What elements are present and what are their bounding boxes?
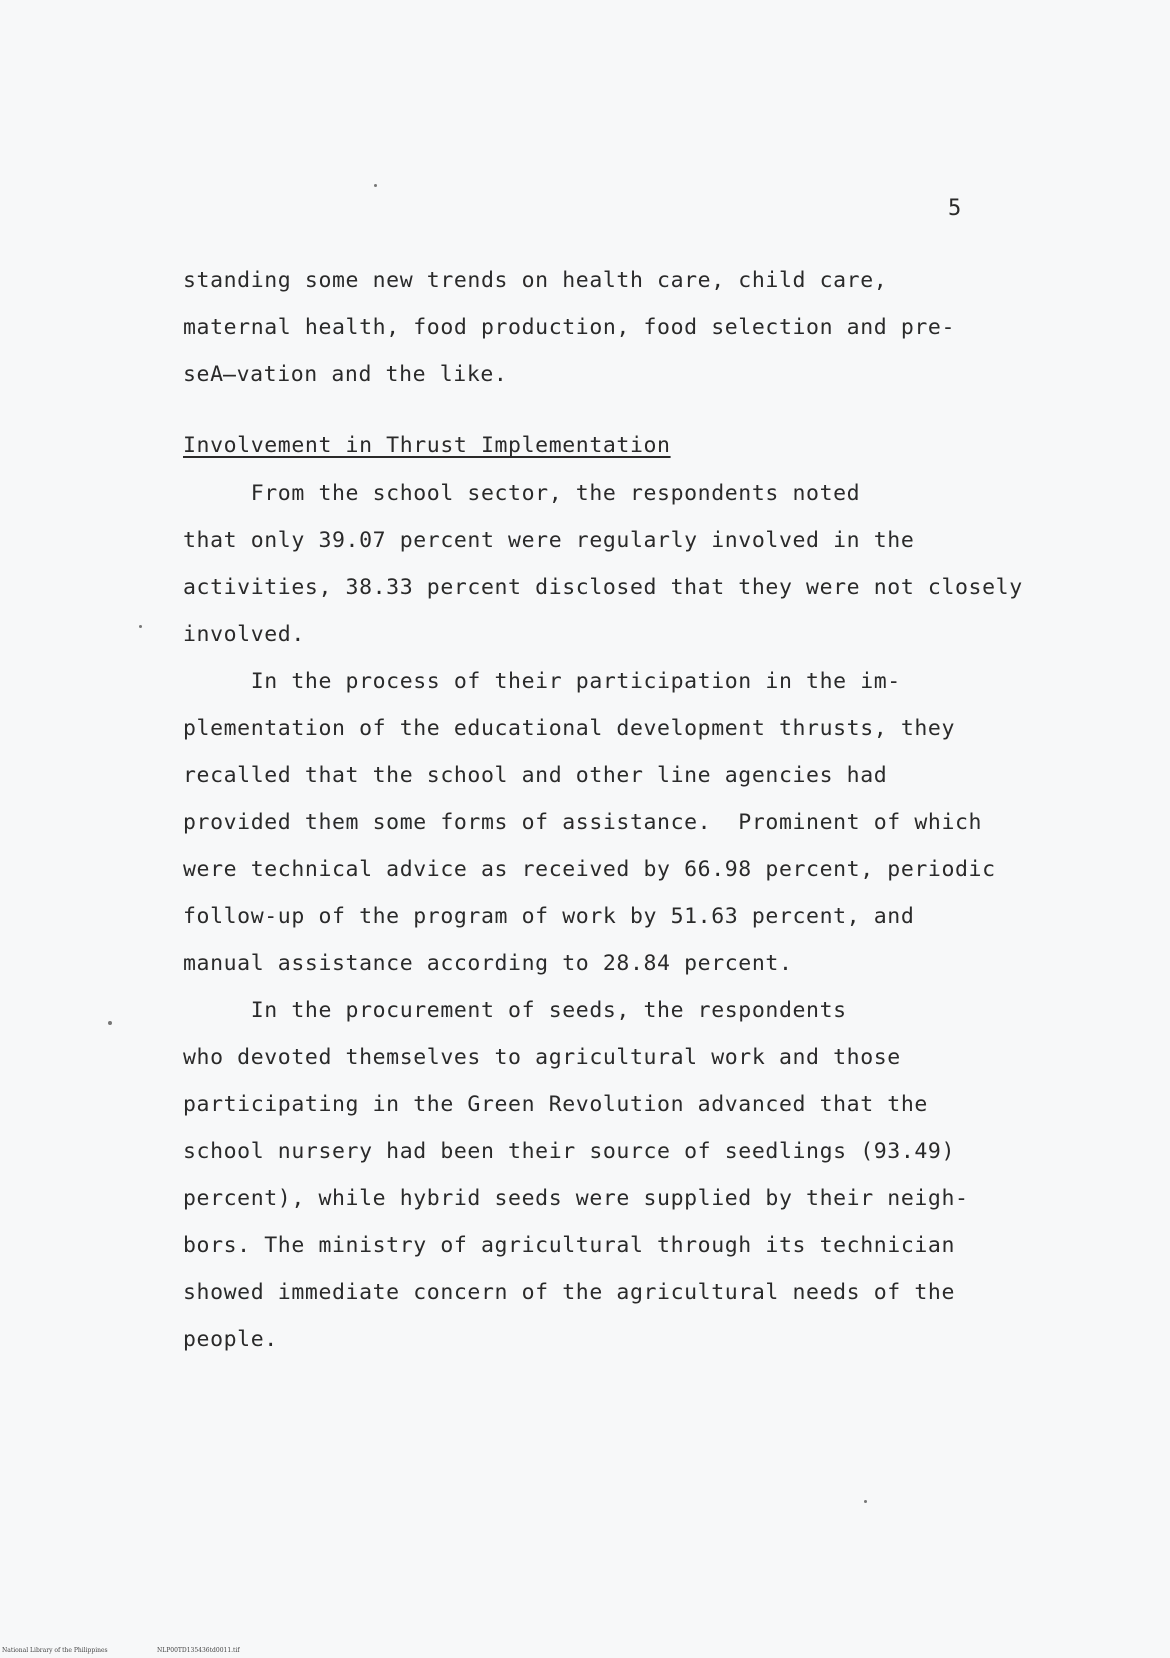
scan-speck [139, 625, 142, 628]
body-line: percent), while hybrid seeds were supplied by their neigh- [183, 1186, 969, 1211]
body-line: From the school sector, the respondents noted [183, 481, 861, 506]
footer-library-credit: National Library of the Philippines [2, 1647, 108, 1654]
body-line: that only 39.07 percent were regularly involved in the [183, 528, 915, 553]
scan-speck [374, 184, 377, 187]
body-line: provided them some forms of assistance. Prominent of which [183, 810, 983, 835]
body-line: showed immediate concern of the agricultural needs of the [183, 1280, 956, 1305]
body-line: In the procurement of seeds, the respondents [183, 998, 847, 1023]
body-line: were technical advice as received by 66.98 percent, periodic [183, 857, 996, 882]
footer-file-id: NLP00TD135436td0011.tif [157, 1647, 240, 1654]
body-line: plementation of the educational development thrusts, they [183, 716, 956, 741]
body-line: manual assistance according to 28.84 percent. [183, 951, 793, 976]
page-number: 5 [948, 196, 962, 221]
body-line: standing some new trends on health care, child care, [183, 268, 888, 293]
body-line: follow-up of the program of work by 51.63 percent, and [183, 904, 915, 929]
body-line: maternal health, food production, food selection and pre- [183, 315, 956, 340]
body-line: school nursery had been their source of seedlings (93.49) [183, 1139, 956, 1164]
body-line: involved. [183, 622, 305, 647]
scan-speck [108, 1021, 112, 1025]
body-line: who devoted themselves to agricultural work and those [183, 1045, 901, 1070]
scan-speck [864, 1500, 867, 1503]
section-heading: Involvement in Thrust Implementation [183, 433, 671, 458]
body-line: In the process of their participation in the im- [183, 669, 901, 694]
body-line: bors. The ministry of agricultural through its technician [183, 1233, 956, 1258]
body-line: people. [183, 1327, 278, 1352]
body-line: activities, 38.33 percent disclosed that they were not closely [183, 575, 1023, 600]
body-line: seA̶vation and the like. [183, 362, 508, 387]
body-line: recalled that the school and other line agencies had [183, 763, 888, 788]
body-line: participating in the Green Revolution advanced that the [183, 1092, 928, 1117]
